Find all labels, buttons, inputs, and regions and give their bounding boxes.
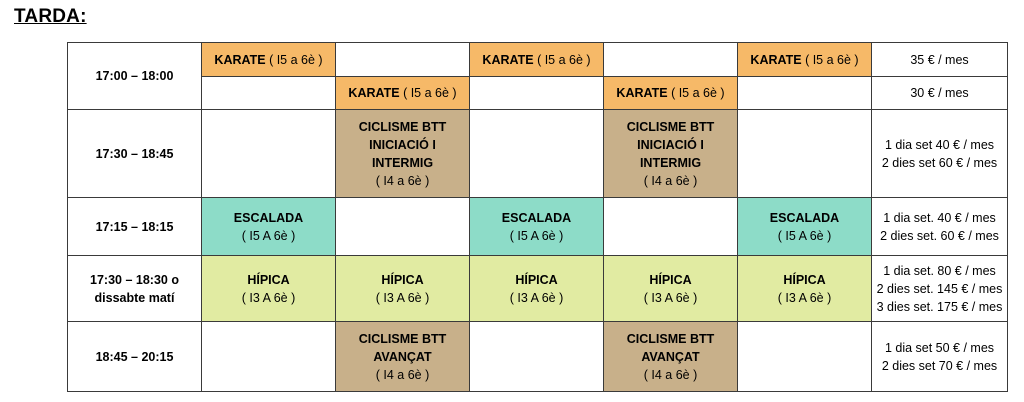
empty-cell [738,77,872,110]
empty-cell [738,322,872,392]
schedule-table [67,42,1008,392]
empty-cell [470,110,604,198]
price-cell: 1 dia set 50 € / mes 2 dies set 70 € / mes [872,322,1008,392]
table-row [68,43,1008,77]
empty-cell [336,198,470,256]
hipica-cell: HÍPICA ( I3 A 6è ) [738,256,872,322]
time-cell: 18:45 – 20:15 [68,322,202,392]
btt-iniciacio-cell: CICLISME BTT INICIACIÓ I INTERMIG ( I4 a 6è ) [336,110,470,198]
page-title: TARDA: [14,6,87,27]
time-cell: 17:00 – 18:00 [68,43,202,110]
btt-avancat-cell: CICLISME BTT AVANÇAT ( I4 a 6è ) [604,322,738,392]
price-cell: 1 dia set. 40 € / mes 2 dies set. 60 € / mes [872,198,1008,256]
hipica-cell: HÍPICA ( I3 A 6è ) [604,256,738,322]
empty-cell [202,110,336,198]
empty-cell [470,77,604,110]
time-cell: 17:30 – 18:30 o dissabte matí [68,256,202,322]
karate-cell: KARATE ( I5 a 6è ) [604,77,738,110]
btt-iniciacio-cell: CICLISME BTT INICIACIÓ I INTERMIG ( I4 a 6è ) [604,110,738,198]
empty-cell [604,198,738,256]
karate-cell: KARATE ( I5 a 6è ) [470,43,604,77]
karate-cell: KARATE ( I5 a 6è ) [202,43,336,77]
btt-avancat-cell: CICLISME BTT AVANÇAT ( I4 a 6è ) [336,322,470,392]
empty-cell [202,77,336,110]
price-cell: 1 dia set 40 € / mes 2 dies set 60 € / mes [872,110,1008,198]
price-cell: 1 dia set. 80 € / mes 2 dies set. 145 € / mes 3 dies set. 175 € / mes [872,256,1008,322]
table-row [68,198,1008,256]
empty-cell [336,43,470,77]
karate-cell: KARATE ( I5 a 6è ) [336,77,470,110]
table-row [68,77,1008,110]
empty-cell [604,43,738,77]
empty-cell [470,322,604,392]
hipica-cell: HÍPICA ( I3 A 6è ) [336,256,470,322]
hipica-cell: HÍPICA ( I3 A 6è ) [202,256,336,322]
table-row [68,322,1008,392]
time-cell: 17:15 – 18:15 [68,198,202,256]
time-cell: 17:30 – 18:45 [68,110,202,198]
hipica-cell: HÍPICA ( I3 A 6è ) [470,256,604,322]
empty-cell [738,110,872,198]
price-cell: 35 € / mes [872,43,1008,77]
table-row [68,110,1008,198]
escalada-cell: ESCALADA ( I5 A 6è ) [202,198,336,256]
price-cell: 30 € / mes [872,77,1008,110]
table-row [68,256,1008,322]
karate-cell: KARATE ( I5 a 6è ) [738,43,872,77]
empty-cell [202,322,336,392]
escalada-cell: ESCALADA ( I5 A 6è ) [470,198,604,256]
escalada-cell: ESCALADA ( I5 A 6è ) [738,198,872,256]
